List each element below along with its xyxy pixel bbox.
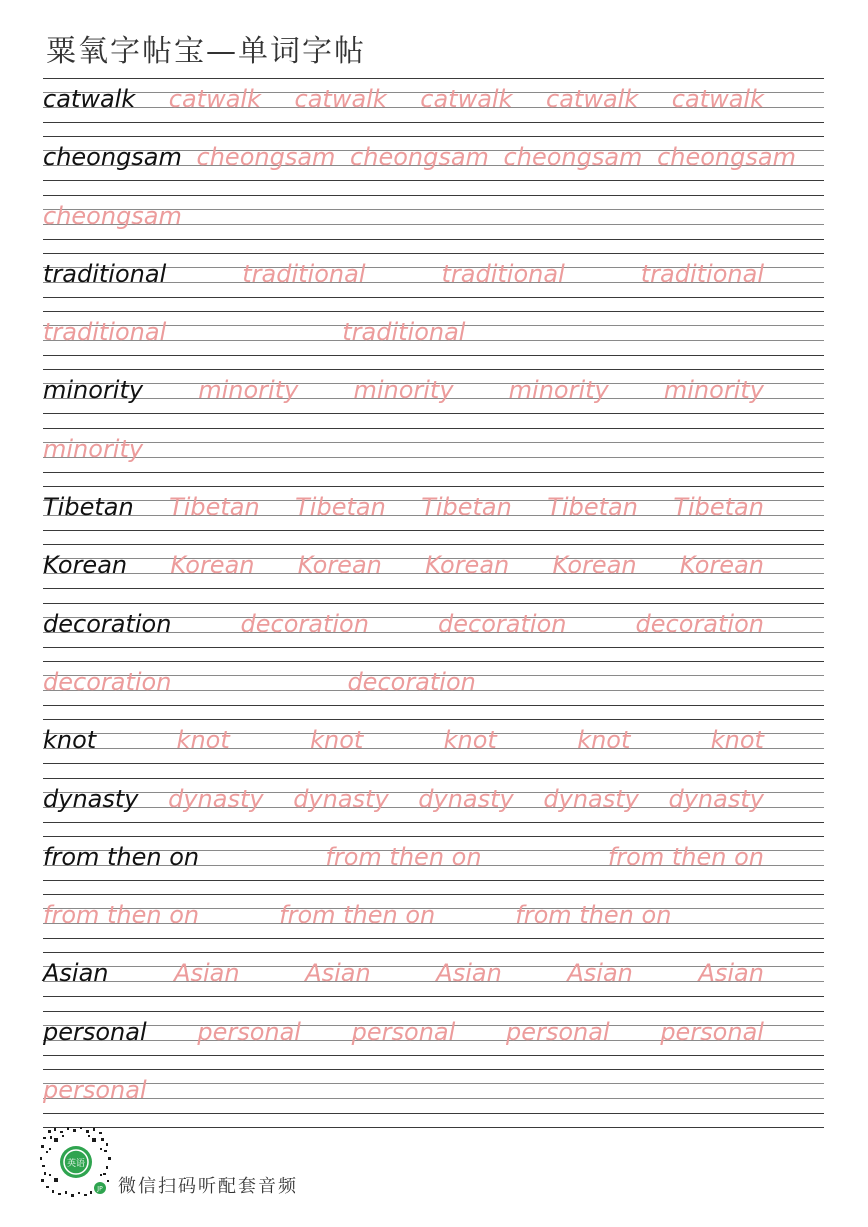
qr-small-badge-label: JP [97, 1185, 103, 1193]
ruled-line [43, 544, 824, 545]
trace-word: cheongsam [503, 143, 643, 172]
practice-row [43, 136, 824, 194]
model-word: knot [43, 726, 97, 755]
model-word: Tibetan [43, 493, 134, 522]
trace-word: Tibetan [673, 493, 764, 522]
row-words [43, 142, 824, 172]
ruled-line [43, 369, 824, 370]
trace-word: personal [660, 1017, 764, 1046]
trace-word: traditional [43, 318, 167, 347]
ruled-line [43, 530, 824, 531]
trace-word: catwalk [420, 85, 513, 113]
model-word: decoration [43, 609, 172, 638]
trace-word: traditional [342, 318, 466, 347]
trace-word: dynasty [418, 784, 514, 813]
trace-word: knot [710, 726, 764, 755]
ruled-line [43, 647, 824, 648]
row-words [43, 667, 824, 697]
trace-word: Korean [425, 551, 510, 580]
row-words [43, 84, 824, 114]
practice-row [43, 1069, 824, 1127]
model-word: catwalk [43, 85, 136, 113]
row-words [43, 550, 824, 580]
ruled-line [43, 1113, 824, 1114]
practice-row [43, 661, 824, 719]
practice-row [43, 195, 824, 253]
ruled-line [43, 1069, 824, 1070]
ruled-line [43, 778, 824, 779]
trace-word: minority [663, 376, 764, 405]
footer [40, 1124, 440, 1202]
ruled-line [43, 355, 824, 356]
trace-word: cheongsam [657, 143, 796, 172]
trace-word: decoration [635, 609, 764, 638]
row-words [43, 434, 824, 464]
trace-word: dynasty [168, 784, 264, 813]
ruled-line [43, 763, 824, 764]
trace-word: dynasty [293, 784, 389, 813]
practice-row [43, 78, 824, 136]
ruled-line [43, 1055, 824, 1056]
practice-row [43, 1011, 824, 1069]
trace-word: Asian [567, 959, 633, 988]
trace-word: Korean [297, 551, 382, 580]
ruled-line [43, 603, 824, 604]
row-words [43, 1075, 824, 1105]
trace-word: decoration [347, 667, 476, 696]
ruled-line [43, 253, 824, 254]
practice-row [43, 778, 824, 836]
practice-row [43, 428, 824, 486]
practice-row [43, 894, 824, 952]
trace-word: Asian [174, 959, 240, 988]
trace-word: Tibetan [295, 493, 386, 522]
practice-row [43, 253, 824, 311]
trace-word: decoration [438, 609, 567, 638]
trace-word: from then on [279, 901, 436, 930]
ruled-line [43, 938, 824, 939]
trace-word: Asian [436, 959, 502, 988]
trace-word: Asian [305, 959, 371, 988]
ruled-line [43, 311, 824, 312]
model-word: cheongsam [43, 143, 182, 172]
trace-word: traditional [441, 259, 565, 288]
row-words [43, 609, 824, 639]
handwriting-sheet [43, 78, 824, 1128]
trace-word: cheongsam [350, 143, 489, 172]
ruled-line [43, 136, 824, 137]
ruled-line [43, 894, 824, 895]
practice-row [43, 369, 824, 427]
row-words [43, 842, 824, 872]
footer-caption: 微信扫码听配套音频 [118, 1176, 298, 1197]
trace-word: knot [176, 726, 230, 755]
row-words [43, 784, 824, 814]
trace-word: from then on [43, 901, 200, 930]
trace-word: Korean [679, 551, 764, 580]
trace-word: decoration [240, 609, 369, 638]
ruled-line [43, 239, 824, 240]
trace-word: knot [577, 726, 631, 755]
trace-word: personal [505, 1017, 610, 1046]
ruled-line [43, 705, 824, 706]
trace-word: personal [197, 1017, 301, 1046]
trace-word: minority [353, 376, 454, 405]
row-words [43, 492, 824, 522]
trace-word: dynasty [543, 784, 639, 813]
trace-word: cheongsam [196, 143, 336, 172]
trace-word: catwalk [294, 85, 387, 113]
practice-row [43, 719, 824, 777]
practice-row [43, 311, 824, 369]
page-title: 粟氧字帖宝—单词字帖 [46, 34, 366, 69]
ruled-line [43, 472, 824, 473]
model-word: Korean [43, 551, 128, 580]
qr-code-icon[interactable] [40, 1126, 112, 1198]
trace-word: dynasty [668, 784, 764, 813]
ruled-line [43, 1011, 824, 1012]
model-word: traditional [43, 259, 167, 288]
practice-row [43, 486, 824, 544]
row-words [43, 958, 824, 988]
row-words [43, 375, 824, 405]
trace-word: decoration [43, 667, 172, 696]
ruled-line [43, 952, 824, 953]
trace-word: minority [43, 434, 144, 463]
ruled-line [43, 78, 824, 79]
ruled-line [43, 719, 824, 720]
model-word: Asian [43, 959, 109, 988]
trace-word: knot [310, 726, 364, 755]
ruled-line [43, 880, 824, 881]
ruled-line [43, 822, 824, 823]
ruled-line [43, 996, 824, 997]
trace-word: catwalk [546, 85, 639, 113]
qr-badge-label: 英语 [66, 1159, 86, 1169]
trace-word: catwalk [671, 85, 764, 113]
trace-word: Asian [698, 959, 764, 988]
ruled-line [43, 486, 824, 487]
ruled-line [43, 588, 824, 589]
trace-word: minority [508, 376, 609, 405]
trace-word: traditional [242, 259, 366, 288]
trace-word: catwalk [168, 85, 261, 113]
trace-word: from then on [515, 901, 672, 930]
model-word: personal [43, 1017, 147, 1046]
trace-word: cheongsam [43, 201, 182, 230]
ruled-line [43, 428, 824, 429]
model-word: from then on [43, 842, 200, 871]
trace-word: knot [443, 726, 497, 755]
ruled-line [43, 297, 824, 298]
trace-word: Korean [170, 551, 255, 580]
trace-word: Tibetan [547, 493, 638, 522]
practice-row [43, 544, 824, 602]
row-words [43, 900, 824, 930]
ruled-line [43, 195, 824, 196]
trace-word: traditional [640, 259, 764, 288]
ruled-line [43, 661, 824, 662]
trace-word: from then on [607, 842, 764, 871]
trace-word: Tibetan [169, 493, 260, 522]
ruled-line [43, 180, 824, 181]
row-words [43, 1017, 824, 1047]
trace-word: from then on [325, 842, 482, 871]
practice-row [43, 836, 824, 894]
ruled-line [43, 413, 824, 414]
trace-word: minority [198, 376, 299, 405]
ruled-line [43, 836, 824, 837]
row-words [43, 725, 824, 755]
ruled-line [43, 122, 824, 123]
row-words [43, 259, 824, 289]
row-words [43, 201, 824, 231]
trace-word: personal [43, 1076, 147, 1105]
practice-row [43, 952, 824, 1010]
row-words [43, 317, 824, 347]
practice-row [43, 603, 824, 661]
model-word: dynasty [43, 784, 139, 813]
model-word: minority [43, 376, 144, 405]
trace-word: Tibetan [421, 493, 512, 522]
trace-word: personal [351, 1017, 456, 1046]
trace-word: Korean [552, 551, 637, 580]
